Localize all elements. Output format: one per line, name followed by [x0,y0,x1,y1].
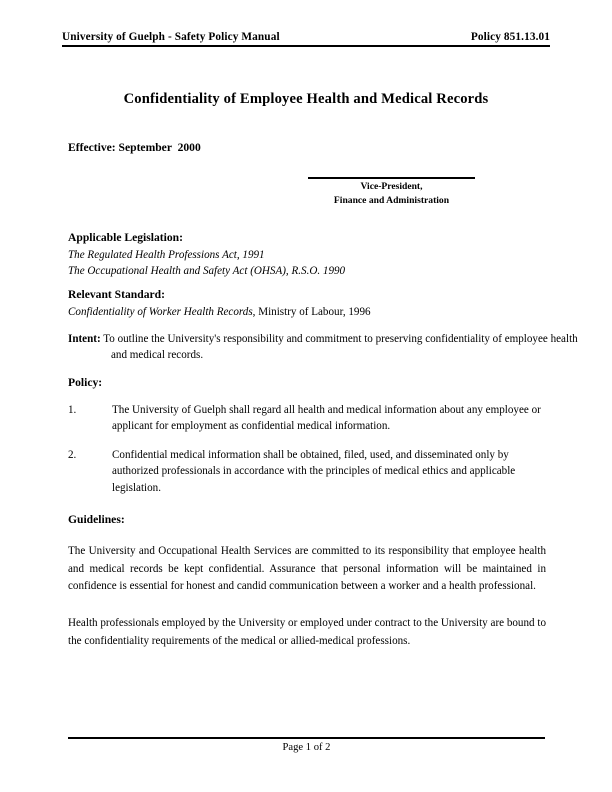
policy-item-number: 1. [68,404,77,416]
effective-date: Effective: September 2000 [68,141,201,154]
page-header [62,31,550,47]
signatory-department: Finance and Administration [333,195,450,207]
signatory-title: Vice-President, [360,181,423,192]
policy-item-text: The University of Guelph shall regard all health and medical information about any employee or applicant for employment as confidential medical information. [112,404,541,433]
header-manual-title: University of Guelph - Safety Policy Manual [62,31,280,43]
intent-paragraph [68,331,589,364]
signature-block [308,177,475,208]
section-heading-policy: Policy: [68,376,103,389]
policy-item-number: 2. [68,449,77,461]
policy-item [68,447,546,496]
legislation-item: The Occupational Health and Safety Act (OHSA), R.S.O. 1990 [68,265,346,278]
page-title: Confidentiality of Employee Health and Medical Records [123,91,489,107]
header-policy-number: Policy 851.13.01 [470,31,550,43]
standard-source: , Ministry of Labour, 1996 [252,306,371,318]
section-heading-legislation: Applicable Legislation: [68,231,183,244]
guidelines-paragraph: The University and Occupational Health Services are committed to its responsibility that employee health and medical records be kept confidential. Assurance that personal information will be maintained in confidence is essential for honest and candid communication between a worker and a health professional. [68,545,546,593]
policy-item [68,402,546,435]
standard-reference [68,304,371,320]
page-number: Page 1 of 2 [282,742,331,753]
guidelines-paragraph: Health professionals employed by the University or employed under contract to the University are bound to the confidentiality requirements of the medical or allied-medical professions. [68,617,546,647]
section-heading-guidelines: Guidelines: [68,513,125,526]
standard-title: Confidentiality of Worker Health Records [68,306,253,318]
intent-text: To outline the University's responsibility and commitment to preserving confidentiality of employee health and medical records. [100,333,578,362]
footer-divider [68,737,545,739]
legislation-list [68,247,345,279]
policy-item-text: Confidential medical information shall be obtained, filed, used, and disseminated only by authorized professionals in accordance with the principles of medical ethics and applicable legislation. [112,449,516,494]
intent-label: Intent: [68,333,101,345]
section-heading-standard: Relevant Standard: [68,288,165,301]
legislation-item: The Regulated Health Professions Act, 1991 [68,249,265,261]
